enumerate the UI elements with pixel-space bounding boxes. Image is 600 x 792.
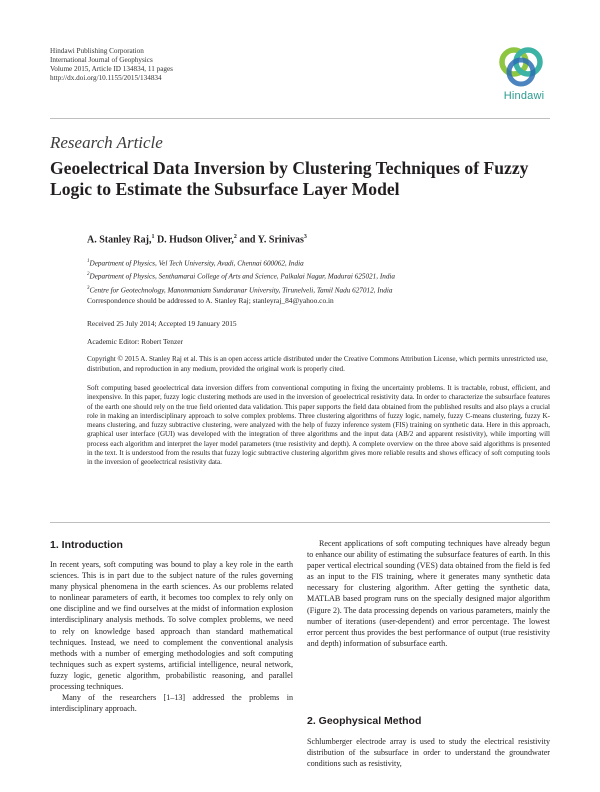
affiliation-sup: 2 bbox=[87, 272, 90, 278]
copyright-notice: Copyright © 2015 A. Stanley Raj et al. This is an open access article distributed under the Creative Commons Attribution License, which permits unrestricted use, distribution, and reproduction in any medium, provided the original work is properly cited. bbox=[87, 355, 548, 373]
body-divider bbox=[50, 522, 550, 523]
volume-info: Volume 2015, Article ID 134834, 11 pages bbox=[50, 65, 173, 73]
section-heading-geophysical-method: 2. Geophysical Method bbox=[307, 715, 422, 727]
affiliation-sup: 1 bbox=[87, 259, 90, 264]
author-name: and Y. Srinivas bbox=[239, 234, 304, 246]
intro-paragraph-1: In recent years, soft computing was bound to play a key role in the earth sciences. This is in part due to the subject nature of the rules governing many physical phenomena in the earth sciences. As our problems related to nonlinear parameters of earth, it becomes too complex to rely only on one discipline and we find ourselves at the midst of information explosion interdisciplinary analysis methods. To solve complex problems, we need to rely on knowledge based approach than standard mathematical techniques. Instead, we need to complement the conventional analysis methods with a number of emerging methodologies and soft computing techniques such as expert systems, artificial intelligence, neural network, fuzzy logic, genetic algorithm, probabilistic reasoning, and parallel processing techniques. bbox=[50, 560, 293, 692]
right-column bbox=[307, 538, 550, 649]
affiliation-item bbox=[87, 256, 547, 269]
affiliation-text: Department of Physics, Vel Tech University, Avadi, Chennai 600062, India bbox=[89, 259, 304, 268]
affiliation-text: Department of Physics, Senthamarai College of Arts and Science, Palkalai Nagar, Madurai 625021, India bbox=[89, 272, 396, 281]
doi-link[interactable]: http://dx.doi.org/10.1155/2015/134834 bbox=[50, 74, 162, 82]
affiliation-item bbox=[87, 269, 547, 282]
left-column bbox=[50, 559, 293, 714]
article-type: Research Article bbox=[50, 133, 163, 152]
geo-paragraph-1: Schlumberger electrode array is used to study the electrical resistivity distribution of the subsurface in order to understand the groundwater conditions such as resistivity, bbox=[307, 737, 550, 769]
abstract: Soft computing based geoelectrical data inversion differs from conventional computing in fixing the uncertainty problems. It is tractable, robust, efficient, and inexpensive. In this paper, fuzzy logic clustering methods are used in the inversion of geoelectrical resistivity data. In order to characterize the subsurface features of the earth one should rely on the true field oriented data validation. This paper supports the field data obtained from the published results and also plays a crucial role in making an interdisciplinary approach to solve complex problems. Three clustering algorithms of fuzzy logic, namely, fuzzy C-means clustering, fuzzy K-means clustering, and fuzzy subtractive clustering, were analyzed with the help of fuzzy inference system (FIS) training on synthetic data. Here in this approach, graphical user interface (GUI) was developed with the integration of three algorithms and the input data (AB/2 and apparent resistivity), while importing will process each algorithm and interpret the layer model parameters (true resistivity and depth). A complete overview on the three above said algorithms is presented in the text. It is understood from the results that fuzzy logic subtractive clustering algorithm gives more reliable results and shows efficacy of soft computing tools in the inversion of geoelectrical resistivity data. bbox=[87, 384, 550, 466]
received-dates: Received 25 July 2014; Accepted 19 January 2015 bbox=[87, 319, 237, 328]
article-title: Geoelectrical Data Inversion by Clustering Techniques of Fuzzy Logic to Estimate the Subsurface Layer Model bbox=[50, 158, 529, 199]
author-name: D. Hudson Oliver, bbox=[156, 234, 234, 246]
author-sup: 3 bbox=[303, 234, 307, 240]
affiliation-sup: 3 bbox=[87, 285, 90, 291]
author-sup: 1 bbox=[151, 234, 155, 240]
author-name: A. Stanley Raj, bbox=[87, 234, 152, 246]
academic-editor: Academic Editor: Robert Tenzer bbox=[87, 337, 184, 346]
publisher-name: Hindawi Publishing Corporation bbox=[50, 47, 144, 55]
author-sup: 2 bbox=[233, 234, 237, 240]
journal-header bbox=[50, 47, 173, 83]
logo-wordmark: Hindawi bbox=[503, 90, 545, 102]
affiliation-item bbox=[87, 283, 547, 296]
geo-paragraph bbox=[307, 736, 550, 769]
affiliation-text: Centre for Geotechnology, Manonmaniam Sundaranar University, Tirunelveli, Tamil Nadu 627012, India bbox=[89, 286, 393, 295]
author-list bbox=[87, 234, 307, 245]
right-paragraph-1: Recent applications of soft computing techniques have already begun to enhance our ability of estimating the subsurface features of earth. In this paper vertical electrical sounding (VES) data obtained from the field is fed as an input to the FIS training, where it generates many synthetic data necessary for clustering algorithm. After getting the synthetic data, MATLAB based program runs on the specially designed major algorithm (Figure 2). The data processing depends on various parameters, mainly the number of iterations (user-dependent) and error percentage. The lowest error percent thus provides the best performance of output (true resistivity and depth) information of subsurface earth. bbox=[307, 539, 550, 648]
correspondence: Correspondence should be addressed to A. Stanley Raj; stanleyraj_84@yahoo.co.in bbox=[87, 296, 334, 305]
affiliations bbox=[87, 256, 547, 296]
intro-paragraph-2: Many of the researchers [1–13] addressed the problems in interdisciplinary approach. bbox=[50, 693, 293, 714]
header-divider bbox=[50, 118, 550, 119]
journal-name: International Journal of Geophysics bbox=[50, 56, 153, 64]
section-heading-introduction: 1. Introduction bbox=[50, 539, 123, 551]
